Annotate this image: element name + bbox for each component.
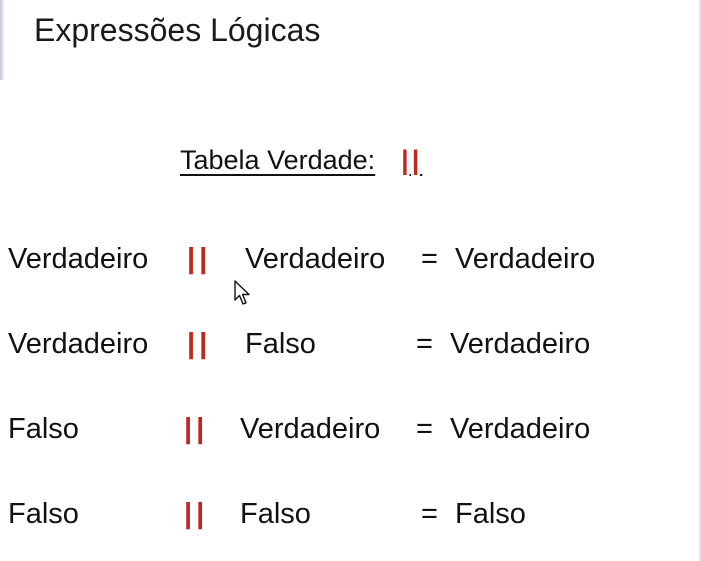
row-operator: ||: [184, 498, 209, 530]
row-result: Falso: [455, 498, 526, 530]
row-right-operand: Falso: [240, 498, 311, 530]
row-equals: =: [421, 243, 438, 275]
row-left-operand: Verdadeiro: [8, 328, 149, 360]
slide-left-edge: [0, 0, 4, 80]
row-result: Verdadeiro: [450, 413, 591, 445]
row-left-operand: Falso: [8, 413, 79, 445]
row-result: Verdadeiro: [455, 243, 596, 275]
truth-table-row: [0, 243, 701, 283]
heading-operator: ||: [401, 145, 423, 175]
row-right-operand: Falso: [245, 328, 316, 360]
row-equals: =: [421, 498, 438, 530]
row-left-operand: Verdadeiro: [8, 243, 149, 275]
row-operator: ||: [184, 413, 209, 445]
row-operator: ||: [187, 243, 212, 275]
slide-title: Expressões Lógicas: [34, 12, 321, 48]
truth-table-row: [0, 498, 701, 538]
truth-table-heading-label: Tabela Verdade:: [180, 145, 376, 175]
mouse-pointer-icon: [234, 280, 252, 306]
row-right-operand: Verdadeiro: [240, 413, 381, 445]
row-result: Verdadeiro: [450, 328, 591, 360]
row-operator: ||: [187, 328, 212, 360]
row-equals: =: [416, 328, 433, 360]
row-equals: =: [416, 413, 433, 445]
truth-table-row: [0, 328, 701, 368]
row-right-operand: Verdadeiro: [245, 243, 386, 275]
row-left-operand: Falso: [8, 498, 79, 530]
truth-table-row: [0, 413, 701, 453]
truth-table-heading: [180, 145, 422, 176]
